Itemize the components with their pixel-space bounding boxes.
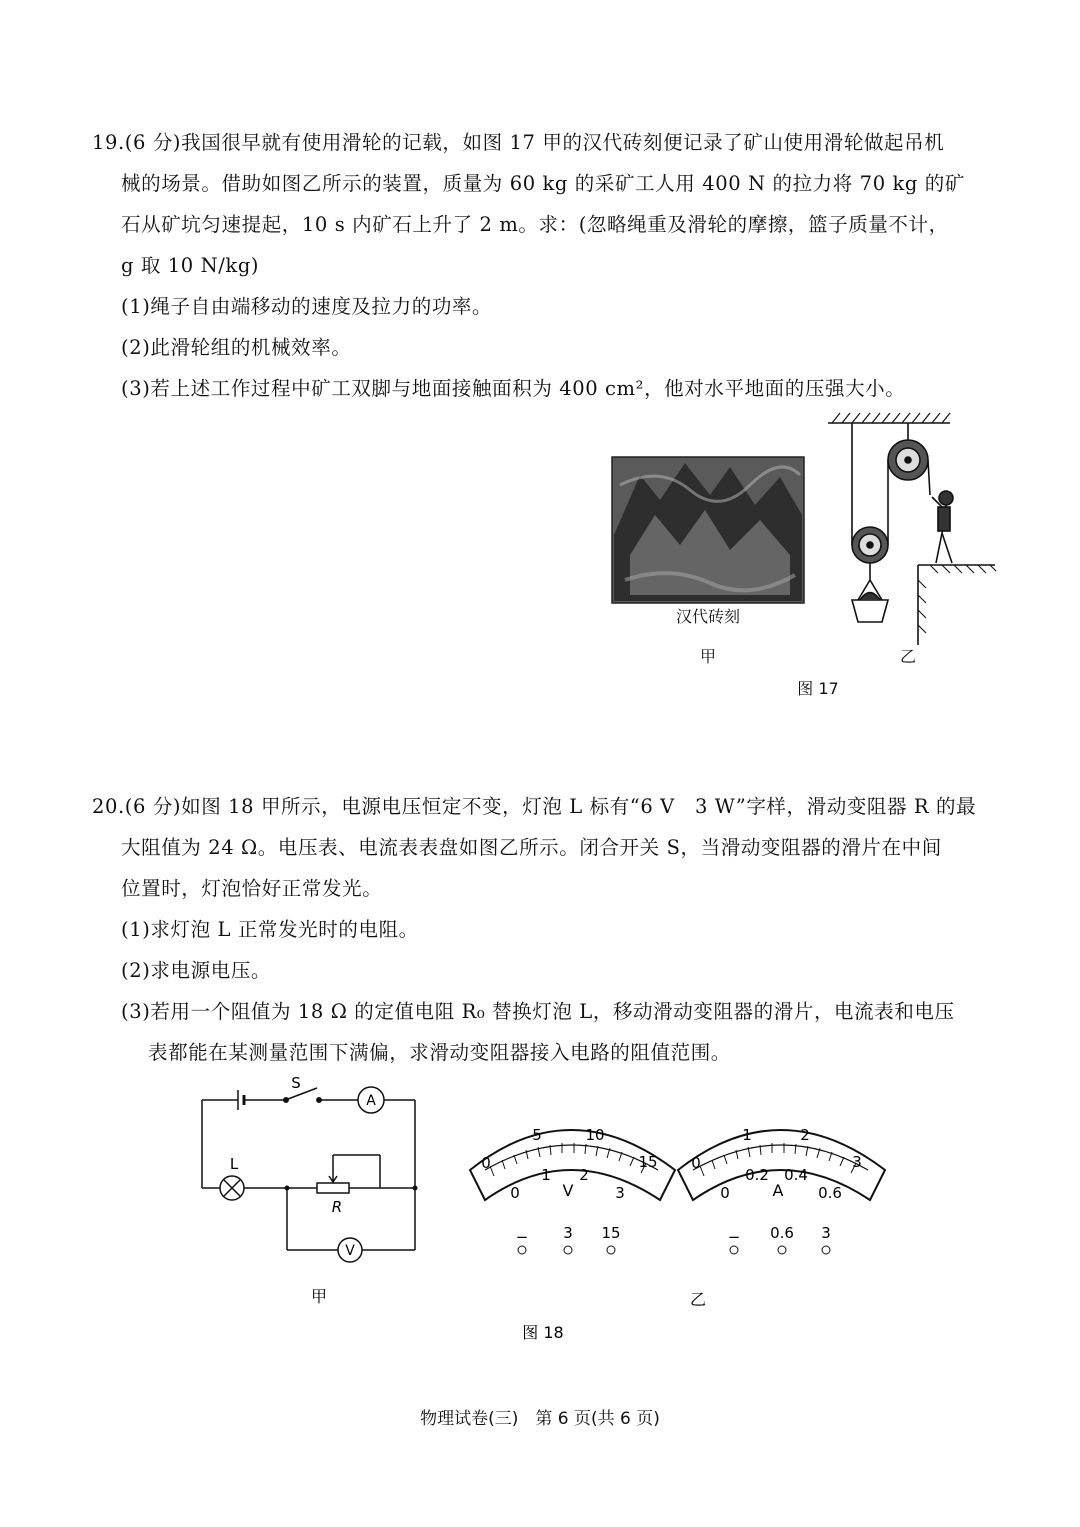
v-terminal-15: 15: [601, 1224, 621, 1242]
q19-line-4: g 取 10 N/kg): [121, 254, 260, 277]
voltmeter-unit: V: [562, 1181, 574, 1200]
figure-17: [600, 405, 1000, 705]
v-lower-2: 2: [579, 1166, 589, 1184]
a-lower-0: 0: [720, 1184, 730, 1202]
figure-18: [190, 1070, 890, 1345]
ammeter-symbol-label: A: [366, 1093, 376, 1109]
voltmeter-symbol-label: V: [345, 1243, 355, 1259]
q20-sub-1: (1)求灯泡 L 正常发光时的电阻。: [121, 918, 419, 941]
a-upper-0: 0: [691, 1154, 701, 1172]
fig17-label-a: 甲: [699, 647, 717, 666]
q19-line-2: 械的场景。借助如图乙所示的装置，质量为 60 kg 的采矿工人用 400 N 的拉力将 70 kg 的矿: [121, 172, 965, 195]
q20-sub-3-cont: 表都能在某测量范围下满偏，求滑动变阻器接入电路的阻值范围。: [148, 1041, 731, 1064]
q20-line-2: 大阻值为 24 Ω。电压表、电流表表盘如图乙所示。闭合开关 S，当滑动变阻器的滑片在中间: [121, 836, 942, 859]
q19-sub-3: (3)若上述工作过程中矿工双脚与地面接触面积为 400 cm²，他对水平地面的压强大小。: [121, 377, 906, 400]
a-upper-2: 2: [800, 1126, 810, 1144]
circuit-diagram: [202, 1087, 415, 1262]
a-lower-0.6: 0.6: [818, 1184, 842, 1202]
q20-line-3: 位置时，灯泡恰好正常发光。: [121, 877, 383, 900]
v-upper-0: 0: [481, 1154, 491, 1172]
q20-line-1: 20.(6 分)如图 18 甲所示，电源电压恒定不变，灯泡 L 标有“6 V 3 W”字样，滑动变阻器 R 的最: [92, 795, 977, 818]
v-lower-1: 1: [541, 1166, 551, 1184]
a-upper-3: 3: [852, 1153, 862, 1171]
v-lower-0: 0: [510, 1184, 520, 1202]
q19-sub-1: (1)绳子自由端移动的速度及拉力的功率。: [121, 295, 493, 318]
v-upper-15: 15: [638, 1153, 658, 1171]
q20-sub-3: (3)若用一个阻值为 18 Ω 的定值电阻 R₀ 替换灯泡 L，移动滑动变阻器的滑片，电流表和电压: [121, 1000, 955, 1023]
photo-caption: 汉代砖刻: [675, 607, 741, 626]
q19-sub-2: (2)此滑轮组的机械效率。: [121, 336, 352, 359]
fig18-label-a: 甲: [310, 1287, 328, 1306]
a-lower-0.2: 0.2: [745, 1166, 769, 1184]
a-terminal-3: 3: [821, 1224, 831, 1242]
v-upper-5: 5: [532, 1126, 542, 1144]
page-footer: 物理试卷(三) 第 6 页(共 6 页): [420, 1409, 660, 1429]
a-terminal-neg: −: [727, 1228, 741, 1246]
v-terminal-neg: −: [515, 1228, 529, 1246]
fig17-title: 图 17: [797, 679, 839, 698]
a-lower-0.4: 0.4: [784, 1166, 808, 1184]
ammeter-unit: A: [772, 1181, 784, 1200]
fig18-title: 图 18: [522, 1323, 564, 1342]
fig18-label-b: 乙: [689, 1290, 707, 1309]
v-upper-10: 10: [585, 1126, 605, 1144]
q20-sub-2: (2)求电源电压。: [121, 959, 272, 982]
a-terminal-0.6: 0.6: [770, 1224, 794, 1242]
fig17-label-b: 乙: [899, 647, 917, 666]
han-brick-carving-photo: [612, 457, 804, 603]
pulley-system-diagram: [828, 413, 996, 645]
a-upper-1: 1: [742, 1126, 752, 1144]
switch-label: S: [291, 1074, 301, 1092]
lamp-label: L: [229, 1155, 239, 1173]
v-lower-3: 3: [615, 1184, 625, 1202]
q19-line-3: 石从矿坑匀速提起，10 s 内矿石上升了 2 m。求：(忽略绳重及滑轮的摩擦，篮子质量不计，: [121, 213, 949, 236]
q19-line-1: 19.(6 分)我国很早就有使用滑轮的记载，如图 17 甲的汉代砖刻便记录了矿山使用滑轮做起吊机: [92, 131, 945, 154]
v-terminal-3: 3: [563, 1224, 573, 1242]
rheostat-label: R: [331, 1198, 343, 1216]
